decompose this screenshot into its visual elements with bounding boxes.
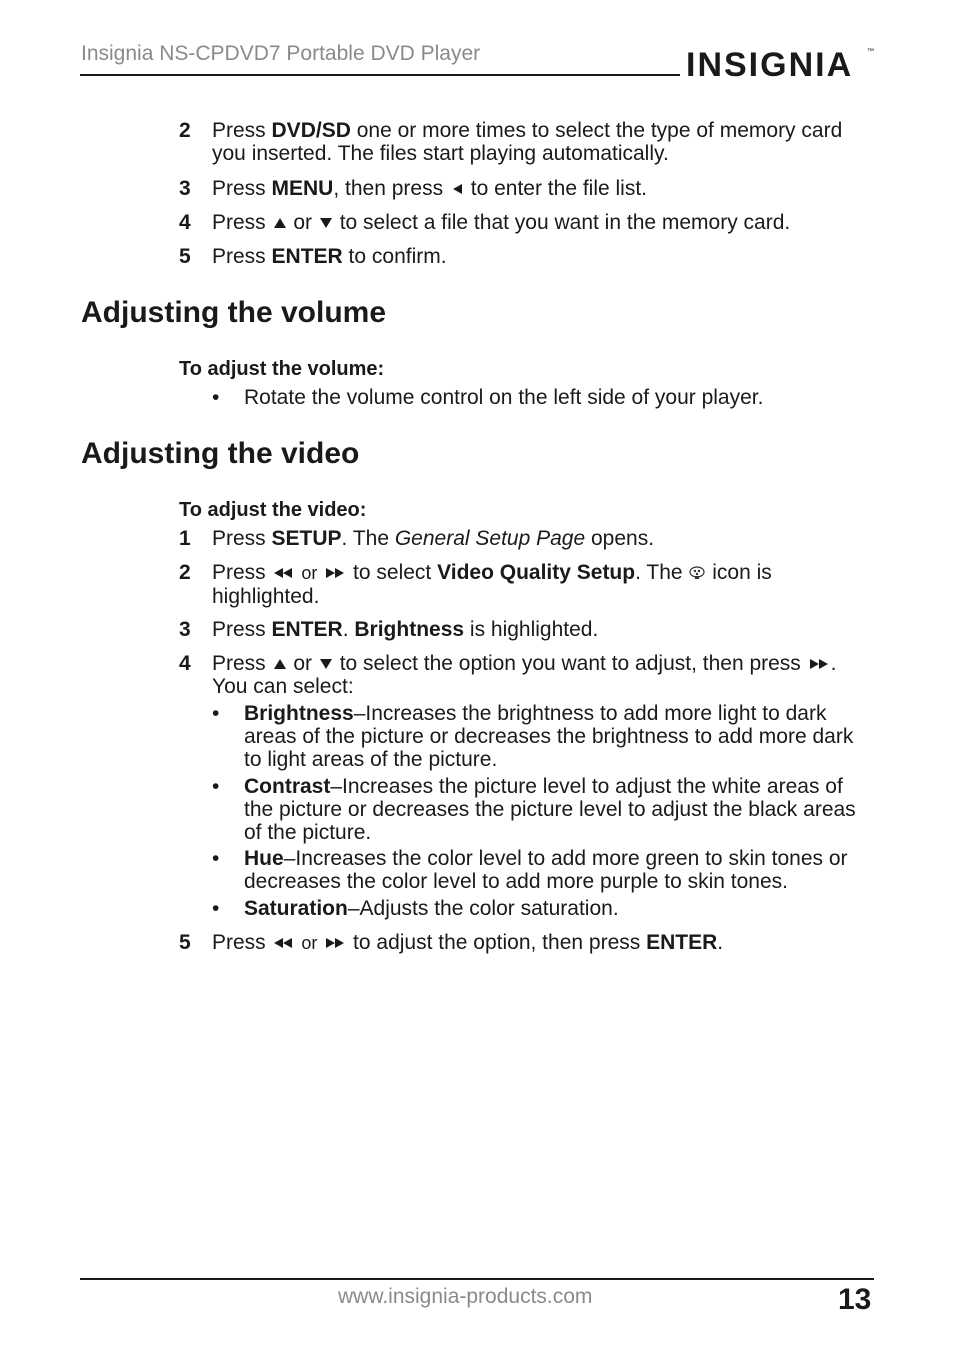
bullet-dot: • bbox=[212, 847, 220, 870]
step-text: Press or to select a file that you want in the memory card. bbox=[212, 211, 791, 234]
step-text: Press or to select Video Quality Setup. The icon is highlighted. bbox=[212, 561, 772, 608]
bullet-dot: • bbox=[212, 702, 220, 725]
procedure-heading-volume: To adjust the volume: bbox=[179, 358, 385, 380]
step-text: Press or to select the option you want to adjust, then press . You can select: bbox=[212, 652, 837, 698]
svg-text:™: ™ bbox=[867, 48, 874, 55]
down-arrow-icon bbox=[318, 657, 334, 671]
running-header: Insignia NS-CPDVD7 Portable DVD Player bbox=[81, 42, 481, 65]
step-text: Press ENTER. Brightness is highlighted. bbox=[212, 618, 599, 641]
step-text: Press SETUP. The General Setup Page opens. bbox=[212, 527, 655, 550]
bullet-text: Brightness–Increases the brightness to add more light to dark areas of the picture or decreases the brightness to add more dark to light areas of the picture. bbox=[244, 702, 854, 771]
step-number: 5 bbox=[179, 931, 191, 954]
step-number: 3 bbox=[179, 618, 191, 641]
insignia-logo bbox=[686, 36, 878, 88]
bullet-dot: • bbox=[212, 897, 220, 920]
step-number: 4 bbox=[179, 652, 191, 675]
up-arrow-icon bbox=[272, 216, 288, 230]
step-number: 3 bbox=[179, 177, 191, 200]
video-quality-icon bbox=[688, 565, 706, 581]
down-arrow-icon bbox=[318, 216, 334, 230]
step-text: Press ENTER to confirm. bbox=[212, 245, 447, 268]
fast-forward-icon bbox=[323, 566, 347, 580]
bullet-dot: • bbox=[212, 386, 220, 409]
section-heading-volume: Adjusting the volume bbox=[81, 296, 387, 329]
up-arrow-icon bbox=[272, 657, 288, 671]
fast-forward-icon bbox=[807, 657, 831, 671]
rewind-icon bbox=[272, 936, 296, 950]
step-number: 4 bbox=[179, 211, 191, 234]
bullet-text: Contrast–Increases the picture level to adjust the white areas of the picture or decreases the picture level to adjust the black areas of the picture. bbox=[244, 775, 856, 844]
bullet-dot: • bbox=[212, 775, 220, 798]
left-arrow-icon bbox=[449, 182, 465, 196]
step-number: 5 bbox=[179, 245, 191, 268]
header-rule bbox=[80, 74, 680, 76]
footer-rule bbox=[80, 1278, 874, 1280]
section-heading-video: Adjusting the video bbox=[81, 437, 360, 470]
step-number: 1 bbox=[179, 527, 191, 550]
step-number: 2 bbox=[179, 561, 191, 584]
fast-forward-icon bbox=[323, 936, 347, 950]
bullet-text: Saturation–Adjusts the color saturation. bbox=[244, 897, 619, 920]
page-number: 13 bbox=[838, 1283, 872, 1316]
step-number: 2 bbox=[179, 119, 191, 142]
bullet-text: Hue–Increases the color level to add more green to skin tones or decreases the color level to add more purple to skin tones. bbox=[244, 847, 848, 893]
procedure-heading-video: To adjust the video: bbox=[179, 499, 367, 521]
step-text: Press DVD/SD one or more times to select the type of memory card you inserted. The files start playing automatically. bbox=[212, 119, 843, 165]
step-text: Press or to adjust the option, then press ENTER. bbox=[212, 931, 724, 954]
step-text: Press MENU, then press to enter the file list. bbox=[212, 177, 648, 200]
bullet-text: Rotate the volume control on the left side of your player. bbox=[244, 386, 764, 409]
svg-text:INSIGNIA: INSIGNIA bbox=[686, 46, 854, 84]
footer-url: www.insignia-products.com bbox=[338, 1285, 593, 1308]
rewind-icon bbox=[272, 566, 296, 580]
